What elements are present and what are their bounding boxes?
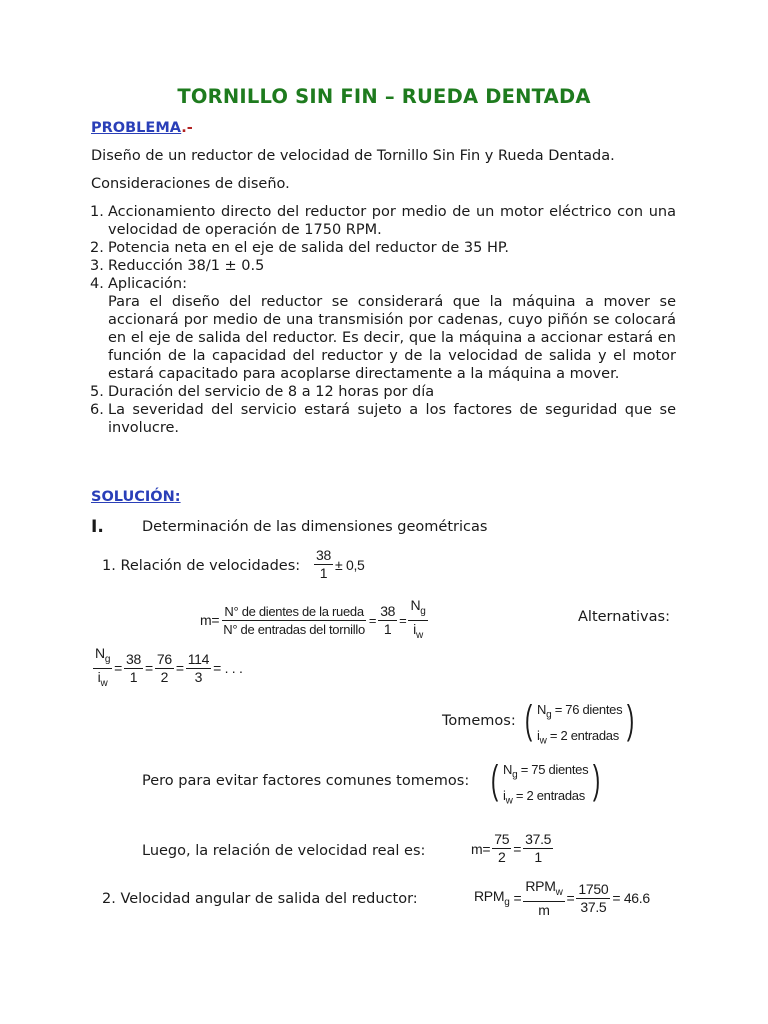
fraction xyxy=(314,548,333,581)
ratios-formula xyxy=(93,646,245,691)
fraction xyxy=(93,646,112,691)
problem-intro: Diseño de un reductor de velocidad de Tornillo Sin Fin y Rueda Dentada. xyxy=(91,148,615,164)
fraction xyxy=(124,652,143,685)
considerations-list xyxy=(90,203,676,437)
take-row-2: $i_w = 2$ entradas xyxy=(537,727,619,747)
list-item xyxy=(90,203,676,239)
ellipsis: = . . . xyxy=(213,660,243,677)
real-ratio-label: Luego, la relación de velocidad real es: xyxy=(142,843,426,859)
equals-sign: = xyxy=(513,890,522,907)
fraction xyxy=(408,598,427,643)
fraction xyxy=(523,879,564,918)
fraction xyxy=(378,604,397,637)
fraction-numerator: $N_g$ xyxy=(93,646,112,669)
equals-sign: = xyxy=(566,890,575,907)
left-paren: ( xyxy=(490,758,499,802)
fraction xyxy=(576,882,610,915)
fraction-denominator: 2 xyxy=(160,668,169,685)
list-item-number: 1. xyxy=(90,204,104,220)
fraction-numerator: 37.5 xyxy=(525,831,552,847)
solution-heading xyxy=(91,489,181,505)
right-paren: ) xyxy=(593,758,601,802)
list-item-text: Aplicación: xyxy=(108,276,187,292)
equals-sign: = xyxy=(513,840,522,857)
fraction xyxy=(523,832,553,865)
fraction-numerator: $N_g$ xyxy=(408,598,427,621)
right-paren: ) xyxy=(627,698,635,742)
rpm-lhs-sub: g xyxy=(504,897,510,909)
list-item-number: 4. xyxy=(90,276,104,292)
real-ratio-formula xyxy=(469,832,553,865)
list-item-number: 2. xyxy=(90,240,104,256)
m-label: m= xyxy=(471,840,491,857)
avoid-label: Pero para evitar factores comunes tomemos: xyxy=(142,773,470,789)
fraction xyxy=(186,652,211,685)
rpm-lhs-label: RPM xyxy=(474,888,505,905)
take-row-2-value: = 2 entradas xyxy=(549,727,619,743)
list-item xyxy=(90,383,676,401)
fraction-denominator: 1 xyxy=(534,849,542,865)
take-label: Tomemos: xyxy=(442,713,516,729)
solution-heading-suffix: : xyxy=(174,489,181,505)
list-item xyxy=(90,275,676,293)
section-number: I. xyxy=(91,517,104,537)
fraction xyxy=(492,832,511,865)
list-item-text: Accionamiento directo del reductor por medio de un motor eléctrico con una velocidad de operación de 1750 RPM. xyxy=(108,204,676,238)
section-title: Determinación de las dimensiones geométricas xyxy=(142,519,488,535)
rpm-result: = 46.6 xyxy=(612,890,650,907)
avoid-row-2-value: = 2 entradas xyxy=(515,787,585,803)
list-item xyxy=(90,239,676,257)
list-item-text: Reducción 38/1 ± 0.5 xyxy=(108,258,265,274)
fraction-numerator: 38 xyxy=(380,602,396,619)
equals-sign: = xyxy=(175,660,184,677)
page-title: TORNILLO SIN FIN – RUEDA DENTADA xyxy=(177,85,591,108)
rpm-lhs xyxy=(474,888,510,909)
step1-label: 1. Relación de velocidades: xyxy=(102,558,301,574)
step1-formula xyxy=(314,548,367,581)
fraction-denominator: 2 xyxy=(497,849,506,865)
fraction-denominator: 3 xyxy=(194,668,203,685)
tolerance: ± 0,5 xyxy=(334,556,365,573)
solution-heading-label: SOLUCIÓN xyxy=(91,489,175,505)
rpm-formula xyxy=(472,879,652,918)
list-item xyxy=(90,401,676,437)
equals-sign: = xyxy=(399,612,407,628)
fraction-denominator: m xyxy=(538,901,550,918)
take-matrix xyxy=(522,700,637,751)
m-label: m= xyxy=(200,612,220,629)
fraction-numerator: 38 xyxy=(316,547,331,563)
fraction-numerator: 114 xyxy=(187,650,210,667)
fraction-denominator: 1 xyxy=(383,620,392,637)
fraction xyxy=(155,652,174,685)
problem-heading-label: PROBLEMA xyxy=(91,120,182,136)
fraction-numerator: 1750 xyxy=(578,880,609,897)
application-description: Para el diseño del reductor se considerará que la máquina a mover se accionará por medio de una transmisión por cadenas, cuyo piñón se colocará en el eje de salida del reductor. Es decir, que la máquina a accionar estará en función de la capacidad del reductor y de la velocidad de salida y el motor estará capacitado para acoplarse directamente a la máquina a mover. xyxy=(108,294,676,382)
rpm-num-sub: w xyxy=(555,886,563,898)
fraction-numerator: 38 xyxy=(125,650,141,667)
equals-sign: = xyxy=(368,612,377,628)
considerations-label: Consideraciones de diseño. xyxy=(91,176,290,192)
m-formula xyxy=(198,598,428,643)
list-item-text: Potencia neta en el eje de salida del reductor de 35 HP. xyxy=(108,240,509,256)
problem-heading xyxy=(91,120,193,136)
fraction-denominator: 37.5 xyxy=(580,898,607,915)
alternatives-label: Alternativas: xyxy=(578,609,670,625)
fraction-numerator: N° de dientes de la rueda xyxy=(224,603,364,619)
fraction-denominator: N° de entradas del tornillo xyxy=(223,621,365,637)
avoid-row-2: $i_w = 2$ entradas xyxy=(503,787,585,807)
fraction-numerator: 76 xyxy=(156,650,172,667)
avoid-row-1-value: = 75 dientes xyxy=(520,762,589,777)
list-item-text: La severidad del servicio estará sujeto a los factores de seguridad que se involucre. xyxy=(108,402,676,436)
list-item-number: 5. xyxy=(90,384,104,400)
fraction-numerator xyxy=(523,879,564,902)
step2-label: 2. Velocidad angular de salida del reductor: xyxy=(102,891,418,907)
take-row-1: $N_g = 76$ dientes xyxy=(537,702,623,721)
list-item-text: Duración del servicio de 8 a 12 horas por día xyxy=(108,384,435,400)
equals-sign: = xyxy=(144,660,153,677)
left-paren: ( xyxy=(524,698,533,742)
take-row-1-value: = 76 dientes xyxy=(554,702,623,717)
problem-heading-suffix: .- xyxy=(181,120,193,136)
fraction-denominator: 1 xyxy=(129,668,138,685)
rpm-num-label: RPM xyxy=(525,878,556,894)
fraction xyxy=(221,604,367,637)
fraction-denominator: 1 xyxy=(319,565,328,581)
fraction-denominator: $i_w$ xyxy=(97,668,108,689)
list-item-number: 6. xyxy=(90,402,104,418)
fraction-denominator: $i_w$ xyxy=(413,620,423,641)
list-item xyxy=(90,257,676,275)
list-item-number: 3. xyxy=(90,258,104,274)
fraction-numerator: 75 xyxy=(494,831,510,847)
avoid-matrix xyxy=(488,760,603,811)
equals-sign: = xyxy=(114,660,122,677)
avoid-row-1: $N_g = 75$ dientes xyxy=(503,762,589,781)
